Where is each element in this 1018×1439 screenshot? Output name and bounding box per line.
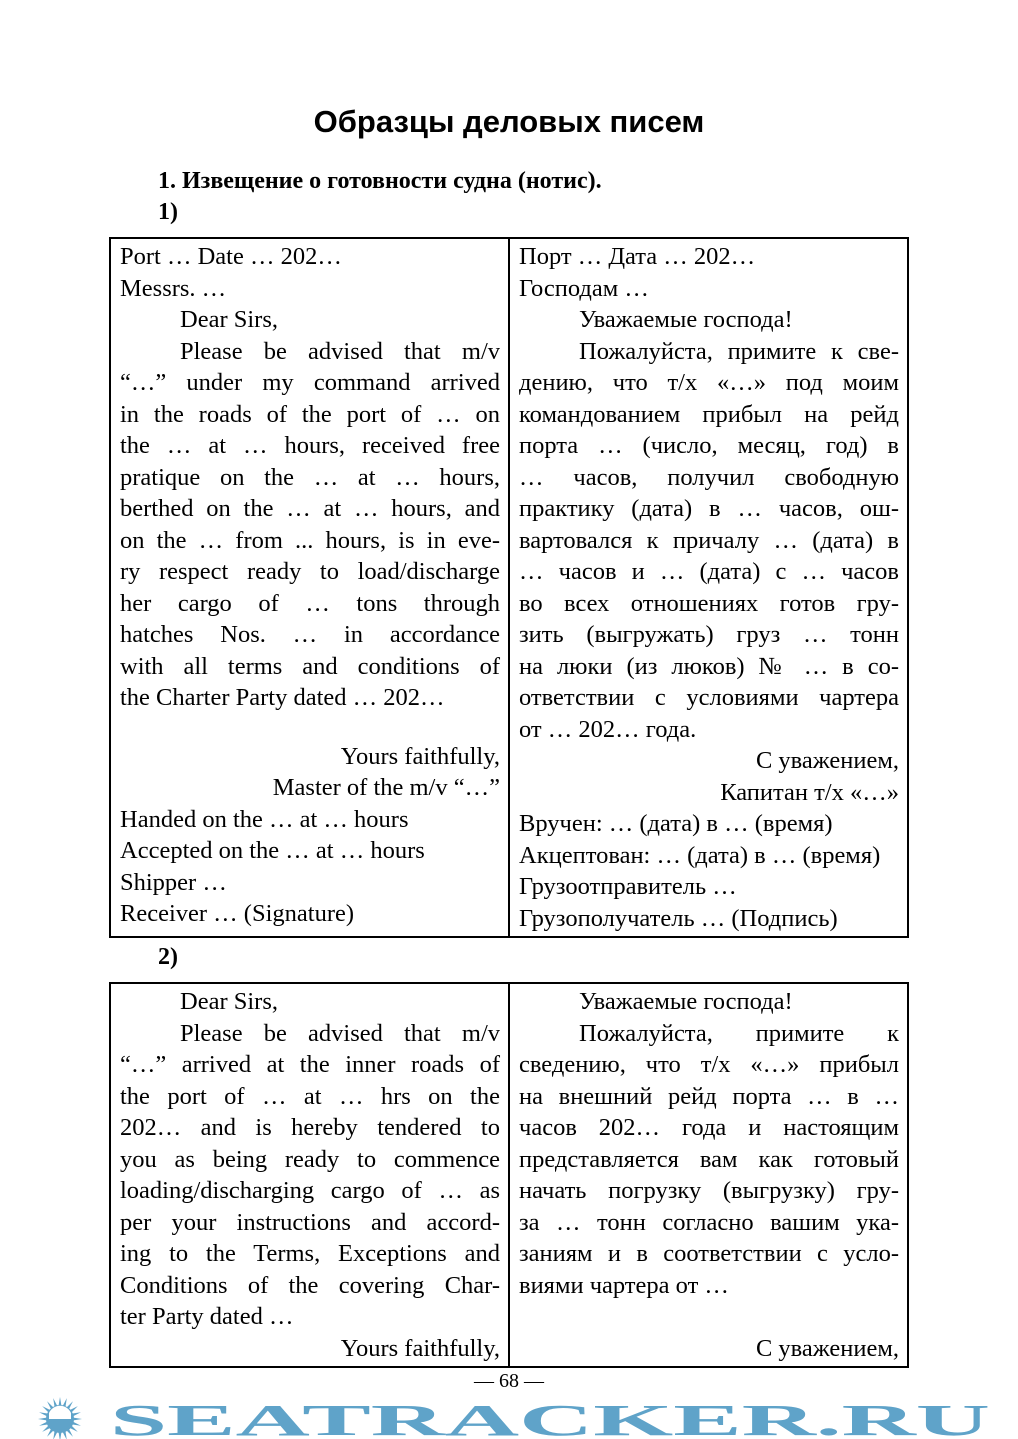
text-line: ответствии с условиями чартера <box>519 684 899 711</box>
sun-ray <box>39 1412 49 1417</box>
text-line: in the roads of the port of … on <box>120 400 500 428</box>
text-line: hatches Nos. … in accordance <box>120 621 500 648</box>
sun-ray <box>71 1421 81 1426</box>
sun-ray <box>69 1425 78 1432</box>
text-line: на внешний рейд порта … в … <box>519 1082 899 1110</box>
text-line: Пожалуйста, примите к све- <box>579 337 899 365</box>
sample-2-label: 2) <box>158 944 178 970</box>
text-line: Please be advised that m/v <box>180 1019 500 1047</box>
watermark-text: SEATRACKER.RU <box>110 1396 990 1439</box>
sun-ray <box>62 1430 67 1439</box>
text-line: Уважаемые господа! <box>579 988 793 1015</box>
text-line: … часов, получил свободную <box>519 463 899 491</box>
text-line: начать погрузку (выгрузку) гру- <box>519 1177 899 1204</box>
page-number: — 68 — <box>474 1370 544 1392</box>
seatracker-watermark-logo <box>0 1395 1018 1439</box>
text-line: her cargo of … tons through <box>120 589 500 617</box>
text-line: сведению, что т/х «…» прибыл <box>519 1051 899 1078</box>
text-line: Порт … Дата … 202… <box>519 243 756 270</box>
text-line: “…” under my command arrived <box>120 369 500 396</box>
text-line: Dear Sirs, <box>180 306 278 333</box>
sun-ray <box>42 1406 51 1413</box>
text-line: Капитан т/х «…» <box>720 778 899 806</box>
text-line: Акцептован: … (дата) в … (время) <box>519 841 881 869</box>
sun-ray <box>53 1398 58 1408</box>
text-line: Грузоотправитель … <box>519 873 737 900</box>
letter-table-1 <box>109 237 909 938</box>
text-line: заниям и в соответствии с усло- <box>519 1240 899 1267</box>
text-line: ing to the Terms, Exceptions and <box>120 1240 500 1267</box>
text-line: командованием прибыл на рейд <box>519 400 899 428</box>
sun-ray <box>66 1428 73 1437</box>
text-line <box>519 1301 899 1333</box>
text-line: you as being ready to commence <box>120 1145 500 1173</box>
text-line: Conditions of the covering Char- <box>120 1271 500 1299</box>
russian-column <box>509 238 908 937</box>
text-line: порта … (число, месяц, год) в <box>519 432 899 459</box>
text-line: С уважением, <box>755 1334 899 1362</box>
text-line: Accepted on the … at … hours <box>120 837 425 864</box>
sun-ray <box>58 1397 61 1407</box>
text-line: per your instructions and accord- <box>120 1208 500 1236</box>
english-column <box>110 983 509 1367</box>
letter-table-2 <box>109 982 909 1368</box>
text-line: зить (выгружать) груз … тонн <box>519 621 899 648</box>
text-line: Handed on the … at … hours <box>120 805 409 833</box>
text-line: Yours faithfully, <box>340 1334 500 1362</box>
sun-ray <box>39 1421 49 1426</box>
sun-ray <box>72 1417 82 1420</box>
text-line: во всех отношениях готов гру- <box>519 589 899 617</box>
sun-ray <box>47 1428 54 1437</box>
text-line: 202… and is hereby tendered to <box>120 1114 500 1141</box>
page-title: Образцы деловых писем <box>313 104 705 139</box>
text-line: Господам … <box>519 274 649 302</box>
text-line: Master of the m/v “…” <box>272 774 500 801</box>
text-line: Receiver … (Signature) <box>120 900 355 927</box>
sun-ray <box>38 1417 48 1420</box>
text-line: on the … from ... hours, is in eve- <box>120 526 500 554</box>
text-line: the … at … hours, received free <box>120 432 500 459</box>
text-line: Пожалуйста, примите к <box>579 1019 899 1047</box>
sun-ray <box>47 1401 54 1410</box>
text-line: ter Party dated … <box>120 1303 294 1330</box>
text-line: от … 202… года. <box>519 715 697 743</box>
text-line: pratique on the … at … hours, <box>120 463 500 491</box>
sun-ray <box>53 1430 58 1439</box>
text-line: вартовался к причалу … (дата) в <box>519 526 899 554</box>
text-line: С уважением, <box>755 747 899 774</box>
section-heading: 1. Извещение о готовности судна (нотис). <box>158 168 602 194</box>
text-line: представляется вам как готовый <box>519 1145 899 1173</box>
text-line: ry respect ready to load/discharge <box>120 558 500 585</box>
text-line: Dear Sirs, <box>180 988 278 1015</box>
text-line: the port of … at … hrs on the <box>120 1082 500 1110</box>
text-line: loading/discharging cargo of … as <box>120 1177 500 1204</box>
text-line: на люки (из люков) № … в со- <box>519 652 899 680</box>
sun-ray <box>62 1398 67 1408</box>
text-line: Грузополучатель … (Подпись) <box>519 904 838 932</box>
text-line: Вручен: … (дата) в … (время) <box>519 810 833 837</box>
sample-1-label: 1) <box>158 199 178 225</box>
text-line: часов 202… года и настоящим <box>519 1114 899 1141</box>
text-line: Port … Date … 202… <box>120 243 342 270</box>
sun-ray <box>58 1431 61 1439</box>
sun-ray <box>42 1425 51 1432</box>
sun-ray <box>69 1406 78 1413</box>
text-line: Please be advised that m/v <box>180 337 500 365</box>
text-line: “…” arrived at the inner roads of <box>120 1051 500 1078</box>
text-line: виями чартера от … <box>519 1271 729 1299</box>
text-line: Уважаемые господа! <box>579 306 793 333</box>
text-line: berthed on the … at … hours, and <box>120 495 500 522</box>
text-line: the Charter Party dated … 202… <box>120 684 445 711</box>
text-line: Yours faithfully, <box>340 742 500 770</box>
text-line: Shipper … <box>120 868 227 896</box>
english-column <box>110 238 509 937</box>
sun-ray <box>71 1412 81 1417</box>
text-line: за … тонн согласно вашим ука- <box>519 1208 899 1236</box>
text-line <box>120 714 500 741</box>
russian-column <box>509 983 908 1367</box>
text-line: with all terms and conditions of <box>120 652 500 680</box>
sun-icon <box>38 1397 82 1439</box>
sun-ray <box>66 1401 73 1410</box>
text-line: … часов и … (дата) с … часов <box>519 558 899 585</box>
text-line: дению, что т/х «…» под моим <box>519 369 899 396</box>
text-line: практику (дата) в … часов, ош- <box>519 495 899 522</box>
text-line: Messrs. … <box>120 274 227 302</box>
